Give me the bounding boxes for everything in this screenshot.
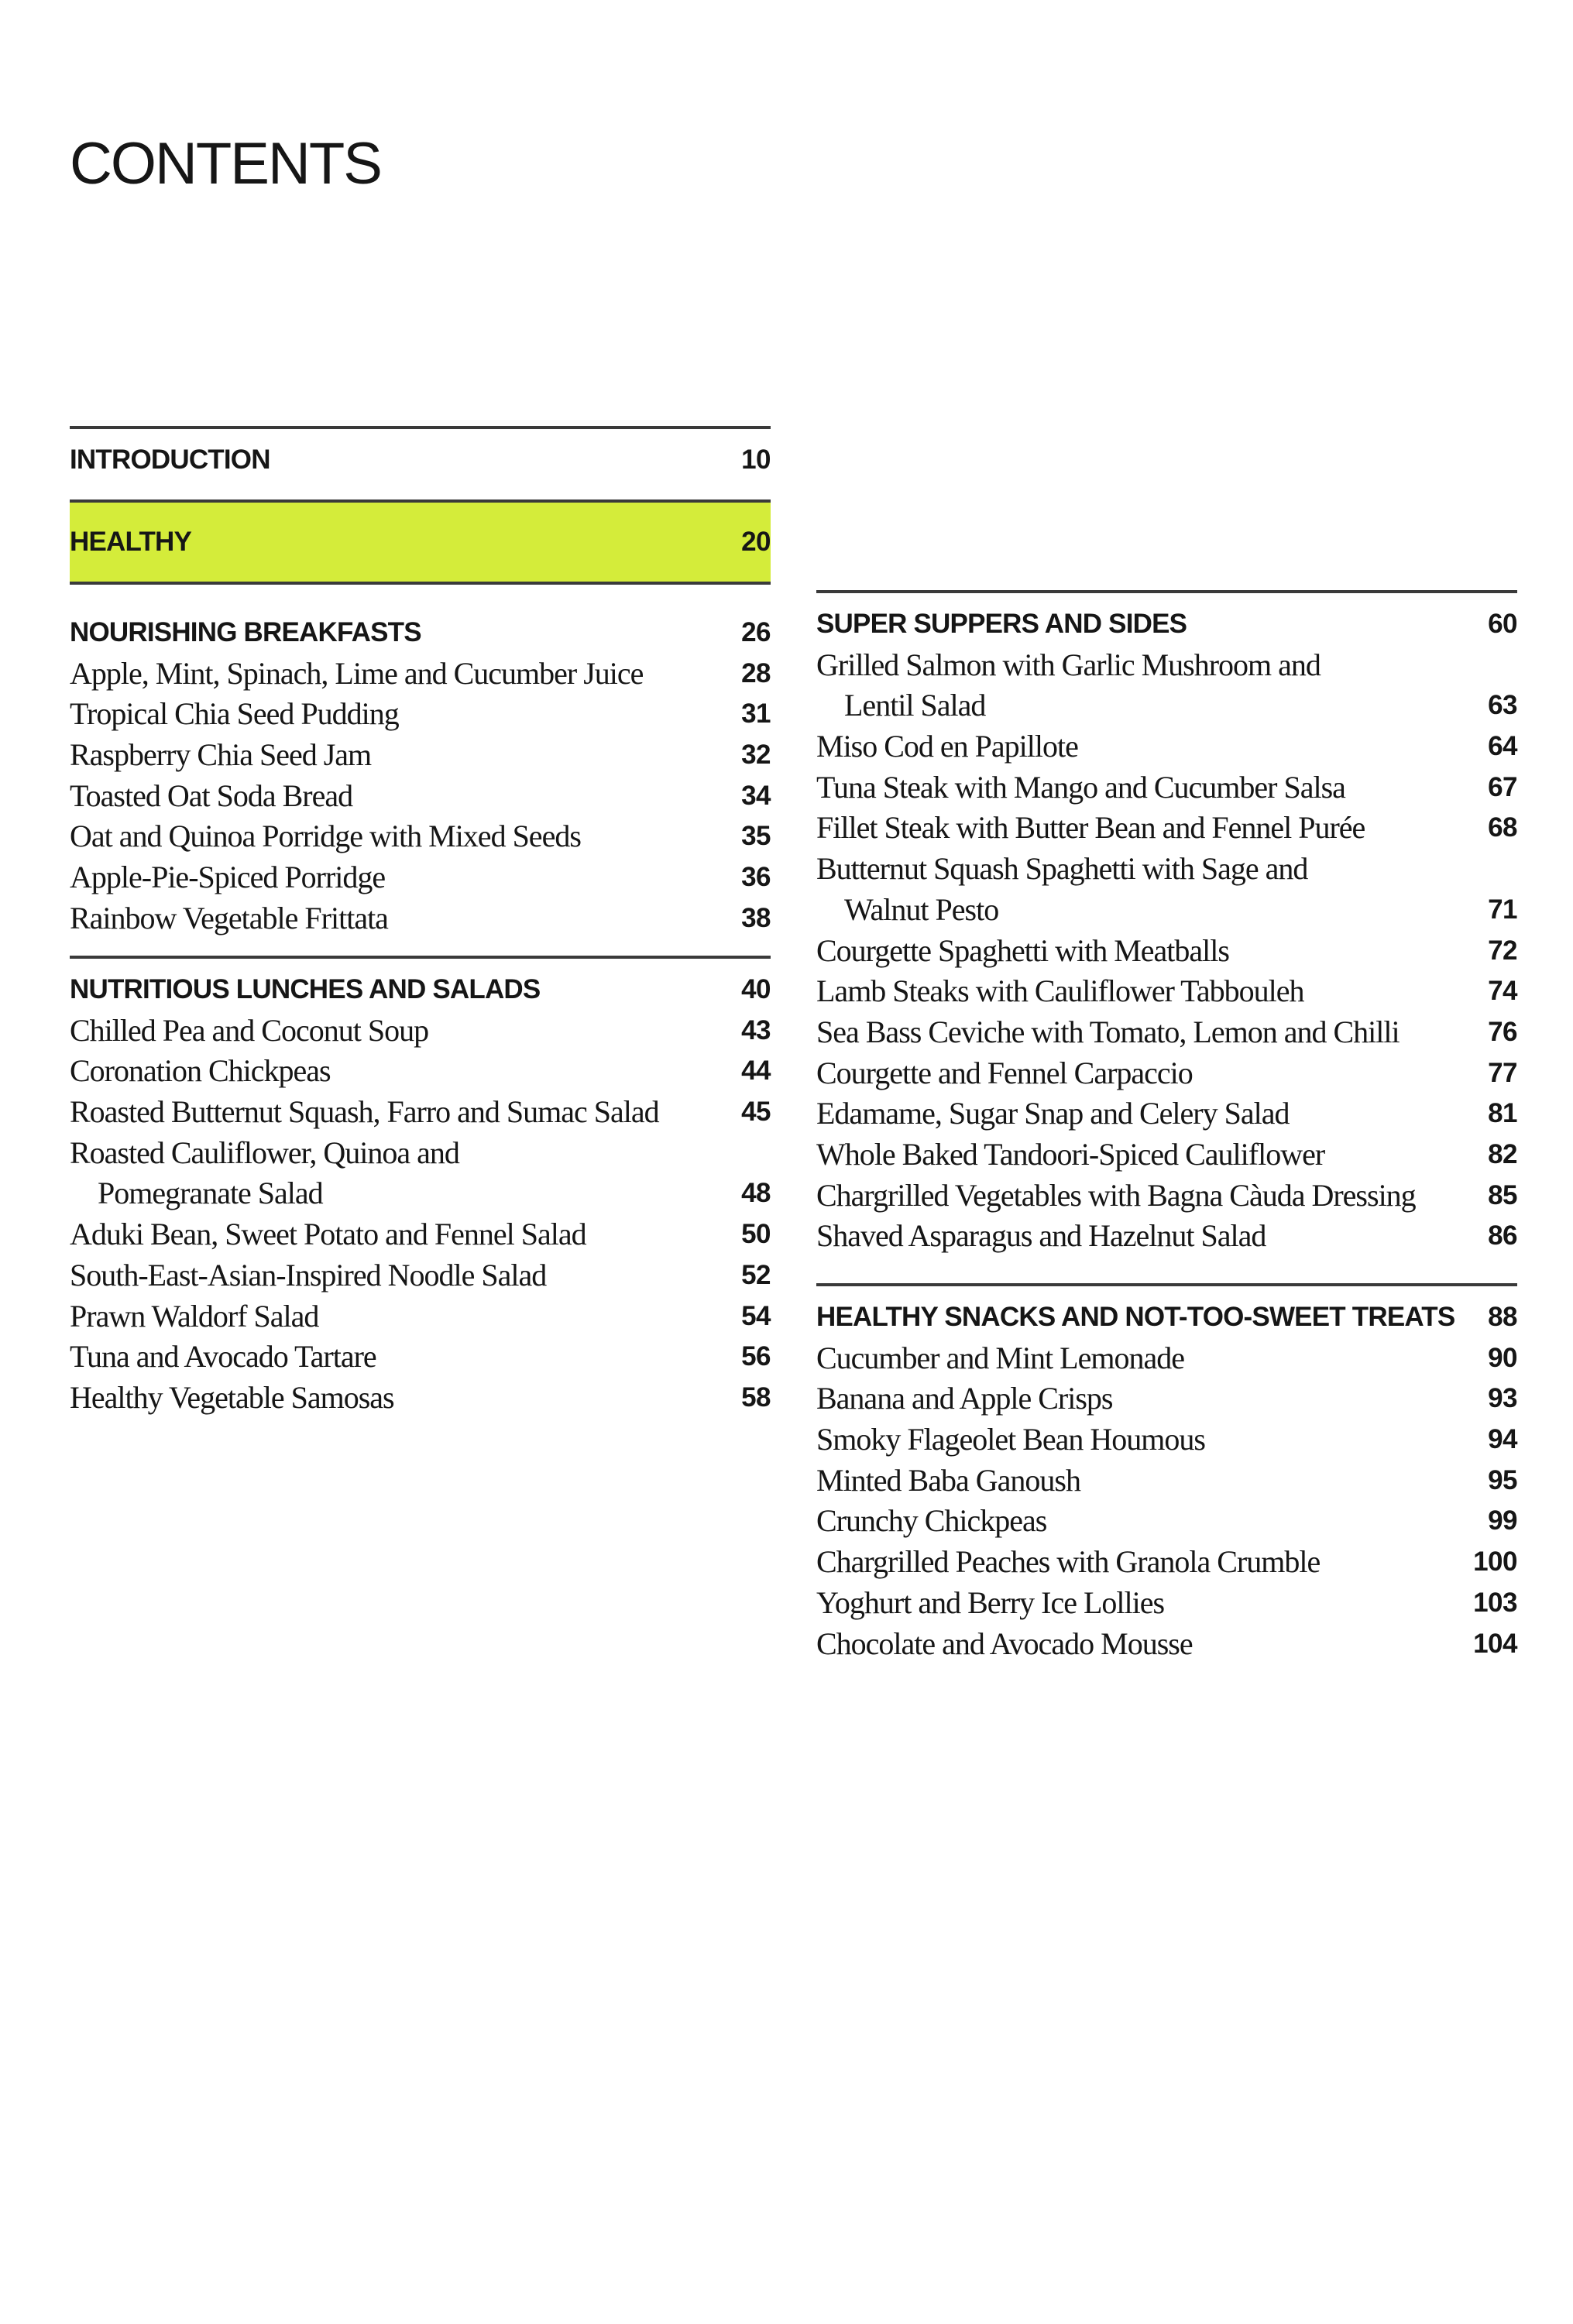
toc-entry[interactable] xyxy=(70,857,771,898)
entry-page: 72 xyxy=(1488,935,1517,966)
toc-entry[interactable] xyxy=(70,1337,771,1378)
entry-page: 74 xyxy=(1488,976,1517,1007)
entry-title: Aduki Bean, Sweet Potato and Fennel Salad xyxy=(70,1217,586,1252)
toc-entry[interactable] xyxy=(816,645,1517,686)
entry-page: 43 xyxy=(741,1014,771,1045)
toc-entry[interactable] xyxy=(816,1378,1517,1419)
toc-entry[interactable] xyxy=(70,654,771,695)
entry-title: Courgette and Fennel Carpaccio xyxy=(816,1055,1193,1090)
divider xyxy=(816,590,1517,593)
entry-page: 35 xyxy=(741,821,771,852)
entry-title: Courgette Spaghetti with Meatballs xyxy=(816,932,1229,968)
entry-page: 38 xyxy=(741,902,771,933)
entry-page: 28 xyxy=(741,657,771,688)
entry-page: 71 xyxy=(1488,894,1517,925)
entry-title: Tuna and Avocado Tartare xyxy=(70,1339,376,1375)
toc-entry[interactable] xyxy=(816,1461,1517,1502)
section-nourishing-breakfasts xyxy=(70,602,771,939)
entry-page: 77 xyxy=(1488,1057,1517,1088)
entry-title: Smoky Flageolet Bean Houmous xyxy=(816,1422,1205,1457)
entry-page: 86 xyxy=(1488,1220,1517,1251)
entry-title: Apple-Pie-Spiced Porridge xyxy=(70,860,386,895)
entry-page: 50 xyxy=(741,1219,771,1250)
entry-title: Miso Cod en Papillote xyxy=(816,729,1078,764)
section-heading[interactable] xyxy=(816,1297,1517,1338)
left-column xyxy=(70,426,771,1415)
entry-title: NUTRITIOUS LUNCHES AND SALADS xyxy=(70,974,541,1004)
toc-entry[interactable] xyxy=(70,1051,771,1092)
entry-page: 45 xyxy=(741,1097,771,1128)
toc-entry[interactable] xyxy=(816,685,1517,726)
entry-title: Sea Bass Ceviche with Tomato, Lemon and Chilli xyxy=(816,1014,1400,1049)
entry-page: 31 xyxy=(741,699,771,729)
entry-title: Toasted Oat Soda Bread xyxy=(70,778,353,813)
entry-title: Minted Baba Ganoush xyxy=(816,1462,1080,1498)
entry-page: 82 xyxy=(1488,1138,1517,1169)
entry-title: Coronation Chickpeas xyxy=(70,1053,331,1089)
entry-title: Crunchy Chickpeas xyxy=(816,1503,1047,1539)
entry-title: Lamb Steaks with Cauliflower Tabbouleh xyxy=(816,973,1304,1009)
toc-entry[interactable] xyxy=(816,1583,1517,1624)
section-nutritious-lunches xyxy=(70,956,771,1419)
entry-page: 94 xyxy=(1488,1424,1517,1455)
entry-title: Fillet Steak with Butter Bean and Fennel Purée xyxy=(816,810,1365,846)
entry-title: Chargrilled Vegetables with Bagna Càuda Dressing xyxy=(816,1177,1416,1213)
entry-title: Shaved Asparagus and Hazelnut Salad xyxy=(816,1218,1266,1254)
entry-page: 34 xyxy=(741,780,771,811)
toc-entry[interactable] xyxy=(816,1135,1517,1176)
toc-entry[interactable] xyxy=(816,1542,1517,1583)
entry-title: HEALTHY xyxy=(70,526,192,557)
entry-page: 76 xyxy=(1488,1016,1517,1047)
entry-page: 44 xyxy=(741,1056,771,1086)
divider xyxy=(816,1283,1517,1286)
entry-page: 81 xyxy=(1488,1098,1517,1129)
entry-title: Chilled Pea and Coconut Soup xyxy=(70,1012,429,1048)
toc-entry[interactable] xyxy=(70,1255,771,1296)
entry-title: Prawn Waldorf Salad xyxy=(70,1298,319,1334)
toc-entry[interactable] xyxy=(816,849,1517,890)
entry-page: 48 xyxy=(741,1178,771,1209)
entry-page: 32 xyxy=(741,740,771,771)
toc-entry[interactable] xyxy=(816,1053,1517,1094)
toc-entry[interactable] xyxy=(70,1092,771,1133)
section-heading[interactable] xyxy=(816,604,1517,645)
entry-page: 64 xyxy=(1488,731,1517,762)
toc-entry[interactable] xyxy=(816,971,1517,1012)
entry-title: HEALTHY SNACKS AND NOT-TOO-SWEET TREATS xyxy=(816,1302,1455,1332)
section-super-suppers xyxy=(816,590,1517,1257)
toc-entry[interactable] xyxy=(816,890,1517,931)
entry-page: 67 xyxy=(1488,771,1517,802)
entry-page: 100 xyxy=(1473,1546,1517,1577)
divider xyxy=(70,956,771,959)
entry-title: South-East-Asian-Inspired Noodle Salad xyxy=(70,1257,547,1292)
entry-title: Whole Baked Tandoori-Spiced Cauliflower xyxy=(816,1136,1325,1172)
entry-title: Yoghurt and Berry Ice Lollies xyxy=(816,1584,1165,1620)
entry-page: 104 xyxy=(1473,1628,1517,1659)
entry-title: INTRODUCTION xyxy=(70,445,270,475)
entry-title: Oat and Quinoa Porridge with Mixed Seeds xyxy=(70,819,581,854)
toc-entry[interactable] xyxy=(70,776,771,817)
entry-title: Pomegranate Salad xyxy=(98,1176,323,1211)
toc-entry[interactable] xyxy=(70,1296,771,1337)
entry-title: Chocolate and Avocado Mousse xyxy=(816,1625,1193,1661)
toc-entry[interactable] xyxy=(816,1012,1517,1053)
toc-entry[interactable] xyxy=(70,1378,771,1419)
toc-entry[interactable] xyxy=(816,726,1517,767)
toc-entry[interactable] xyxy=(70,1214,771,1255)
toc-entry[interactable] xyxy=(70,1133,771,1174)
toc-entry[interactable] xyxy=(70,1173,771,1214)
page-title: CONTENTS xyxy=(70,131,381,197)
toc-entry[interactable] xyxy=(816,1093,1517,1135)
toc-entry-healthy[interactable] xyxy=(70,503,771,585)
entry-page: 85 xyxy=(1488,1179,1517,1210)
entry-title: Raspberry Chia Seed Jam xyxy=(70,737,372,773)
entry-title: Chargrilled Peaches with Granola Crumble xyxy=(816,1544,1321,1580)
entry-title: Grilled Salmon with Garlic Mushroom and xyxy=(816,647,1321,682)
divider xyxy=(70,426,771,429)
toc-entry-introduction[interactable] xyxy=(70,440,771,481)
entry-title: Edamame, Sugar Snap and Celery Salad xyxy=(816,1096,1290,1131)
entry-title: Rainbow Vegetable Frittata xyxy=(70,900,388,935)
entry-page: 20 xyxy=(741,526,771,557)
toc-entry[interactable] xyxy=(70,1011,771,1052)
toc-entry[interactable] xyxy=(816,767,1517,808)
entry-page: 63 xyxy=(1488,690,1517,721)
entry-page: 95 xyxy=(1488,1464,1517,1495)
toc-entry[interactable] xyxy=(816,808,1517,849)
toc-entry[interactable] xyxy=(816,931,1517,972)
entry-title: NOURISHING BREAKFASTS xyxy=(70,617,421,647)
entry-title: Roasted Butternut Squash, Farro and Sumac Salad xyxy=(70,1094,659,1130)
entry-page: 60 xyxy=(1488,609,1517,639)
section-heading[interactable] xyxy=(70,613,771,654)
entry-page: 40 xyxy=(741,974,771,1004)
entry-title: Cucumber and Mint Lemonade xyxy=(816,1340,1184,1375)
toc-entry[interactable] xyxy=(70,694,771,735)
entry-title: SUPER SUPPERS AND SIDES xyxy=(816,609,1187,639)
toc-entry[interactable] xyxy=(70,735,771,776)
toc-entry[interactable] xyxy=(70,816,771,857)
entry-title: Butternut Squash Spaghetti with Sage and xyxy=(816,851,1308,887)
toc-entry[interactable] xyxy=(816,1501,1517,1542)
entry-page: 93 xyxy=(1488,1383,1517,1414)
entry-page: 56 xyxy=(741,1341,771,1372)
entry-page: 36 xyxy=(741,862,771,893)
section-healthy-snacks xyxy=(816,1283,1517,1664)
entry-title: Apple, Mint, Spinach, Lime and Cucumber Juice xyxy=(70,655,644,691)
entry-page: 103 xyxy=(1473,1587,1517,1618)
entry-page: 10 xyxy=(741,445,771,475)
toc-entry[interactable] xyxy=(816,1216,1517,1257)
toc-entry[interactable] xyxy=(70,898,771,939)
toc-entry[interactable] xyxy=(816,1176,1517,1217)
entry-page: 26 xyxy=(741,617,771,647)
entry-page: 58 xyxy=(741,1382,771,1413)
entry-page: 68 xyxy=(1488,812,1517,843)
toc-entry[interactable] xyxy=(816,1624,1517,1665)
entry-page: 90 xyxy=(1488,1342,1517,1373)
toc-entry[interactable] xyxy=(816,1338,1517,1379)
entry-title: Lentil Salad xyxy=(844,688,986,723)
entry-title: Roasted Cauliflower, Quinoa and xyxy=(70,1135,459,1170)
entry-page: 54 xyxy=(741,1300,771,1331)
entry-page: 99 xyxy=(1488,1505,1517,1536)
entry-title: Tuna Steak with Mango and Cucumber Salsa xyxy=(816,769,1345,805)
entry-page: 52 xyxy=(741,1259,771,1290)
entry-title: Tropical Chia Seed Pudding xyxy=(70,696,399,732)
entry-page: 88 xyxy=(1488,1302,1517,1332)
toc-entry[interactable] xyxy=(816,1419,1517,1461)
entry-title: Banana and Apple Crisps xyxy=(816,1381,1113,1416)
entry-title: Healthy Vegetable Samosas xyxy=(70,1379,394,1415)
section-heading[interactable] xyxy=(70,970,771,1011)
entry-title: Walnut Pesto xyxy=(844,891,999,927)
